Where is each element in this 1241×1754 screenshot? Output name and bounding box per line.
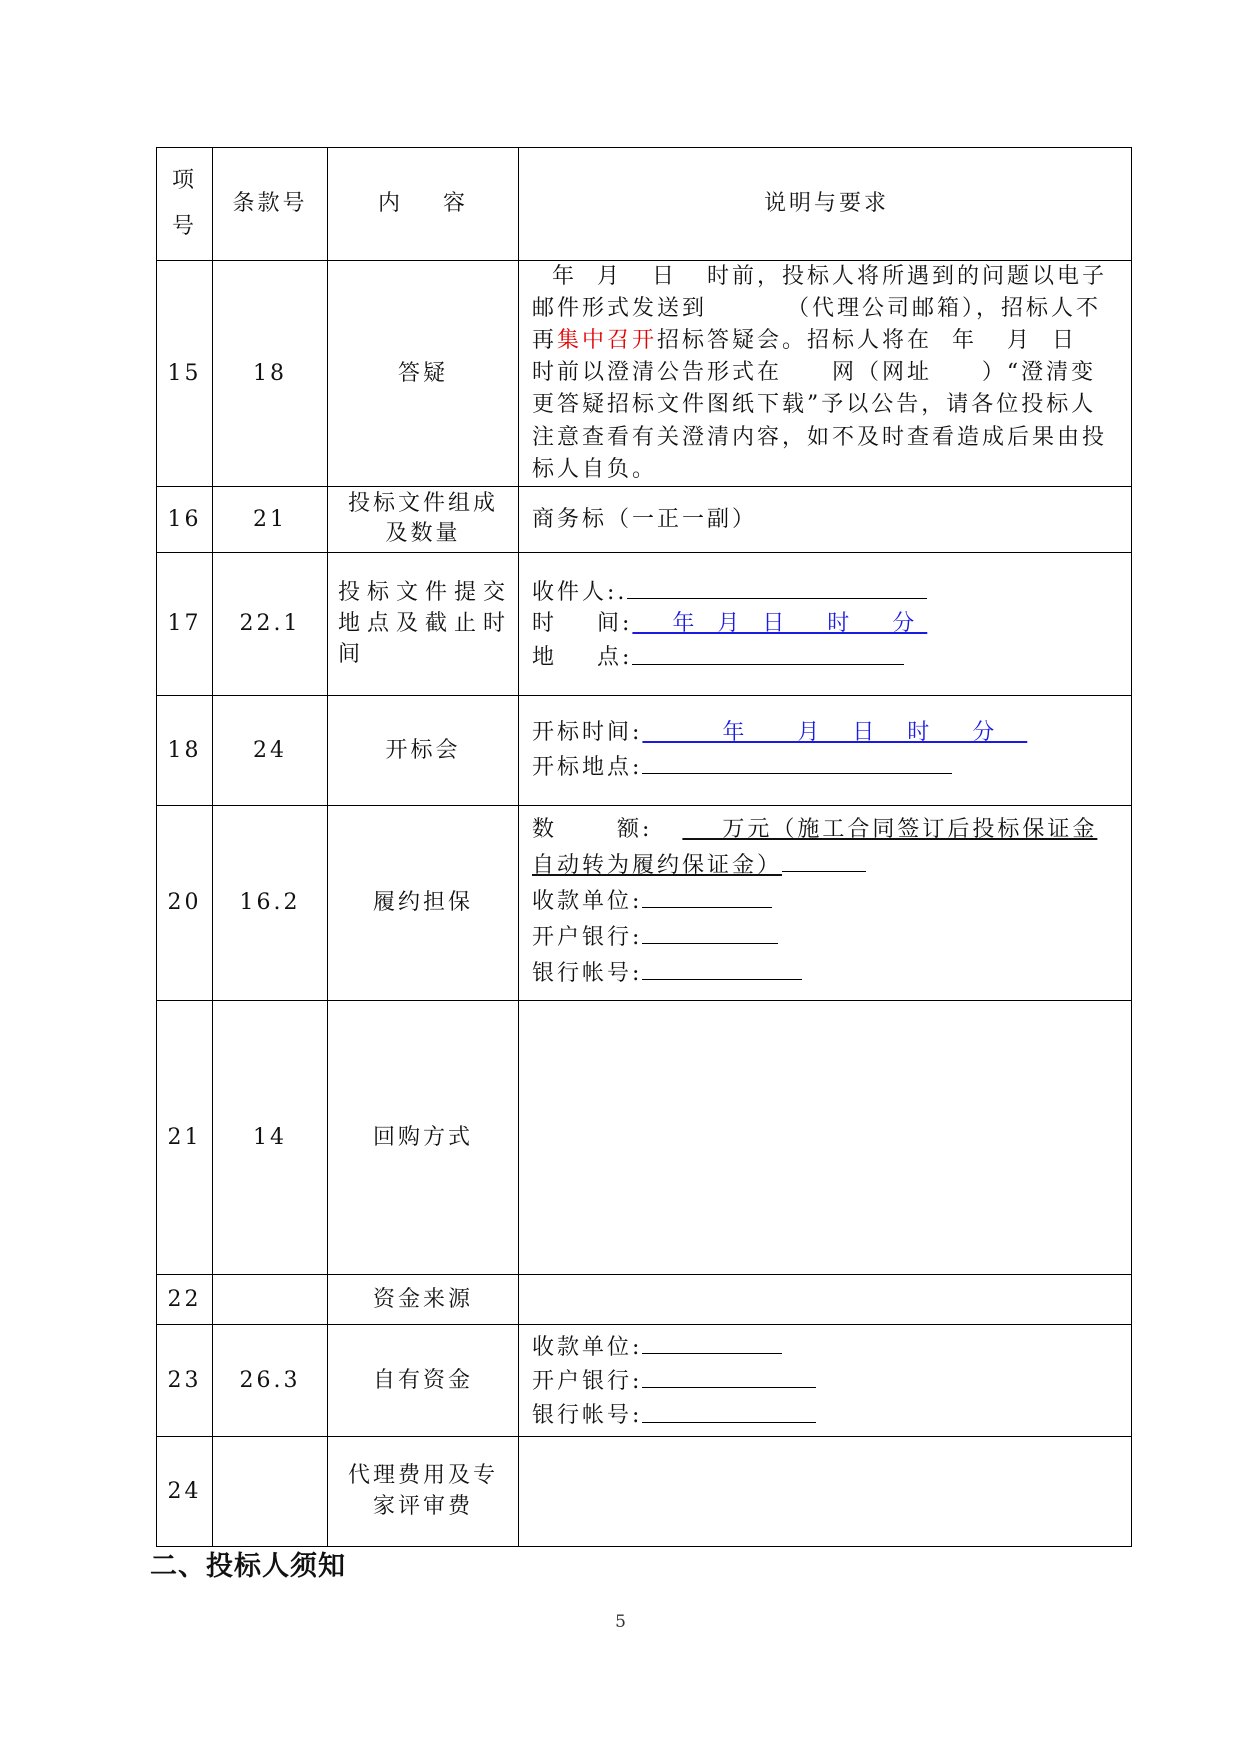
opening-place-blank (642, 749, 952, 774)
content-text: 代理费用及专家评审费 (347, 1463, 498, 1520)
table-row-18 (157, 695, 1132, 805)
clause-no: 22.1 (213, 552, 328, 695)
recipient-label: 收件人:. (532, 579, 628, 605)
item-no: 23 (157, 1324, 213, 1436)
payee-label: 收款单位: (532, 1334, 643, 1360)
q-and-a-text-part1: 年 月 日 时前，投标人将所遇到的问题以电子邮件形式发送到 （代理公司邮箱），招标人不再 (532, 264, 1107, 354)
bank-label: 开户银行: (532, 1369, 643, 1395)
payee-line (532, 883, 1121, 919)
deadline-value: 年 月 日 时 分 (632, 611, 928, 637)
opening-place-label: 开标地点: (532, 754, 643, 780)
recipient-blank (627, 574, 927, 599)
account-line (532, 955, 1121, 991)
item-no: 17 (157, 552, 213, 695)
item-no: 18 (157, 695, 213, 805)
amount-tail-blank (782, 847, 866, 872)
account-label: 银行帐号: (532, 961, 643, 987)
clause-no: 24 (213, 695, 328, 805)
table-row-22 (157, 1274, 1132, 1324)
content-cell: 自有资金 (328, 1324, 519, 1436)
payee-blank (642, 1329, 782, 1354)
clause-no: 16.2 (213, 805, 328, 1000)
payee-line (532, 1329, 1121, 1363)
table-row-23 (157, 1324, 1132, 1436)
content-text: 投标文件提交地点及截止时间 (338, 579, 508, 668)
account-label: 银行帐号: (532, 1403, 643, 1429)
bank-line (532, 919, 1121, 955)
item-no: 21 (157, 1000, 213, 1274)
page-number: 5 (615, 1612, 626, 1632)
opening-time-value: 年 月 日 时 分 (642, 720, 1028, 746)
bank-blank (642, 1363, 816, 1388)
description-cell: 商务标（一正一副） (519, 486, 1132, 552)
amount-line (532, 814, 1121, 883)
item-no: 24 (157, 1436, 213, 1546)
opening-place-line (532, 749, 1121, 783)
content-cell: 答疑 (328, 261, 519, 487)
opening-time-line (532, 717, 1121, 748)
header-clause-no: 条款号 (213, 148, 328, 261)
clause-no (213, 1274, 328, 1324)
bank-line (532, 1363, 1121, 1397)
place-line (532, 639, 1121, 673)
account-blank (642, 955, 802, 980)
clause-no: 21 (213, 486, 328, 552)
description-cell (519, 1324, 1132, 1436)
amount-label: 数 额: (532, 817, 653, 843)
content-cell: 开标会 (328, 695, 519, 805)
content-cell: 回购方式 (328, 1000, 519, 1274)
q-and-a-highlight: 集中召开 (557, 328, 658, 354)
table-row-17 (157, 552, 1132, 695)
header-description: 说明与要求 (519, 148, 1132, 261)
content-cell (328, 486, 519, 552)
payee-blank (642, 883, 772, 908)
clause-no: 26.3 (213, 1324, 328, 1436)
description-cell (519, 695, 1132, 805)
deadline-label: 时 间: (532, 611, 633, 637)
recipient-line (532, 574, 1121, 608)
place-blank (632, 639, 904, 664)
table-row-16 (157, 486, 1132, 552)
header-item-no-char-2: 号 (171, 214, 197, 239)
amount-value: 万元（施工合同签订后投标保证金自动转为履约保证金） (532, 817, 1098, 879)
place-label: 地 点: (532, 645, 633, 671)
table-row-24 (157, 1436, 1132, 1546)
content-cell (328, 1436, 519, 1546)
account-line (532, 1397, 1121, 1431)
account-blank (642, 1397, 816, 1422)
table-row-20 (157, 805, 1132, 1000)
item-no: 20 (157, 805, 213, 1000)
q-and-a-text-part2: 招标答疑会。招标人将在 年 月 日 时前以澄清公告形式在 网（网址 ）“澄清变更答疑招标文件图纸下载”予以公告，请各位投标人注意查看有关澄清内容，如不及时查看造成后果由投标人自负。 (532, 328, 1108, 482)
table-row-15 (157, 261, 1132, 487)
description-cell (519, 805, 1132, 1000)
deadline-line (532, 608, 1121, 639)
section-title: 二、投标人须知 (150, 1551, 346, 1582)
content-cell: 资金来源 (328, 1274, 519, 1324)
header-item-no (157, 148, 213, 261)
item-no: 15 (157, 261, 213, 487)
table-header-row (157, 148, 1132, 261)
description-cell (519, 552, 1132, 695)
table-row-21 (157, 1000, 1132, 1274)
payee-label: 收款单位: (532, 889, 643, 915)
content-text: 投标文件组成及数量 (347, 491, 498, 546)
clause-no: 14 (213, 1000, 328, 1274)
opening-time-label: 开标时间: (532, 720, 643, 746)
bank-label: 开户银行: (532, 925, 643, 951)
header-item-no-char-1: 项 (171, 168, 197, 193)
item-no: 22 (157, 1274, 213, 1324)
description-cell (519, 1000, 1132, 1274)
bank-blank (642, 919, 778, 944)
header-content: 内 容 (328, 148, 519, 261)
content-cell: 履约担保 (328, 805, 519, 1000)
item-no: 16 (157, 486, 213, 552)
clause-no (213, 1436, 328, 1546)
clause-no: 18 (213, 261, 328, 487)
description-cell (519, 1436, 1132, 1546)
bid-data-table (156, 147, 1132, 1547)
description-cell (519, 261, 1132, 487)
content-cell (328, 552, 519, 695)
description-cell (519, 1274, 1132, 1324)
